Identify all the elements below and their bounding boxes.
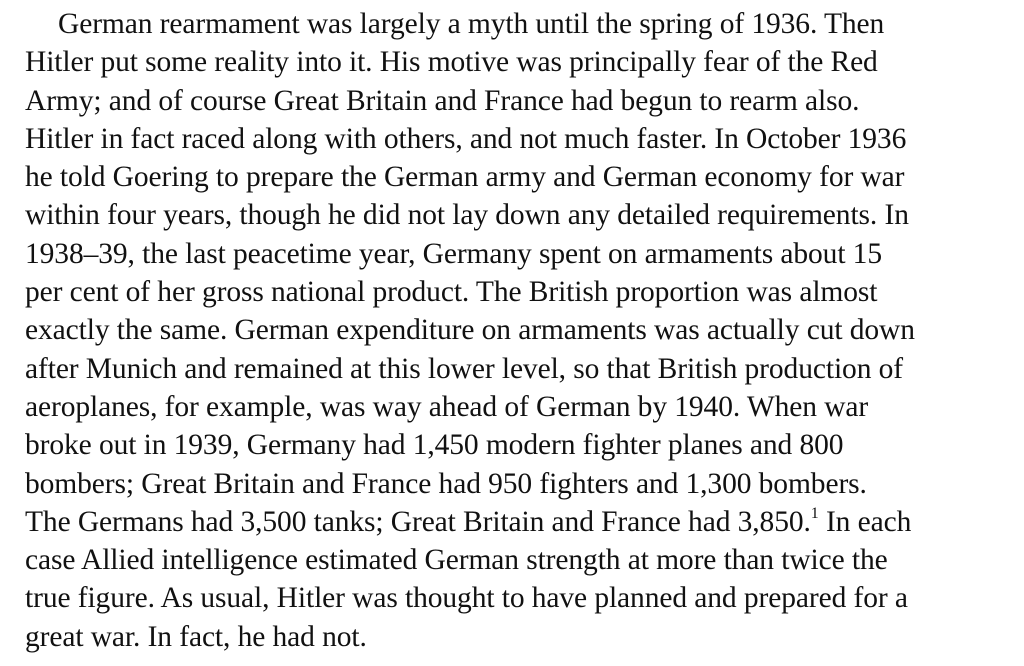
body-paragraph [25,5,1020,656]
document-page [25,5,1020,661]
line-14-text-before-footnote: The Germans had 3,500 tanks; Great Britain and France had 3,850. [25,505,811,538]
line-14-text-after-footnote: In each [818,505,912,538]
paragraph-line-8: per cent of her gross national product. The British proportion was almost [25,276,878,309]
paragraph-line-4: Hitler in fact raced along with others, and not much faster. In October 1936 [25,122,907,155]
paragraph-line-2: Hitler put some reality into it. His motive was principally fear of the Red [25,46,878,79]
paragraph-line-9: exactly the same. German expenditure on armaments was actually cut down [25,314,915,347]
footnote-marker[interactable]: 1 [810,505,819,523]
paragraph-line-6: within four years, though he did not lay down any detailed requirements. In [25,199,909,232]
paragraph-line-3: Army; and of course Great Britain and France had begun to rearm also. [25,84,860,117]
paragraph-line-7: 1938–39, the last peacetime year, Germany spent on armaments about 15 [25,237,882,270]
paragraph-line-14 [25,503,1020,541]
paragraph-line-5: he told Goering to prepare the German army and German economy for war [25,161,905,194]
paragraph-line-16: true figure. As usual, Hitler was thought to have planned and prepared for a [25,582,908,615]
paragraph-line-15: case Allied intelligence estimated German strength at more than twice the [25,544,888,577]
paragraph-line-17: great war. In fact, he had not. [25,620,367,653]
paragraph-line-10: after Munich and remained at this lower level, so that British production of [25,352,903,385]
paragraph-line-1: German rearmament was largely a myth until the spring of 1936. Then [58,8,885,40]
paragraph-line-13: bombers; Great Britain and France had 950 fighters and 1,300 bombers. [25,467,867,500]
paragraph-line-11: aeroplanes, for example, was way ahead of German by 1940. When war [25,390,869,423]
paragraph-line-12: broke out in 1939, Germany had 1,450 modern fighter planes and 800 [25,429,844,462]
